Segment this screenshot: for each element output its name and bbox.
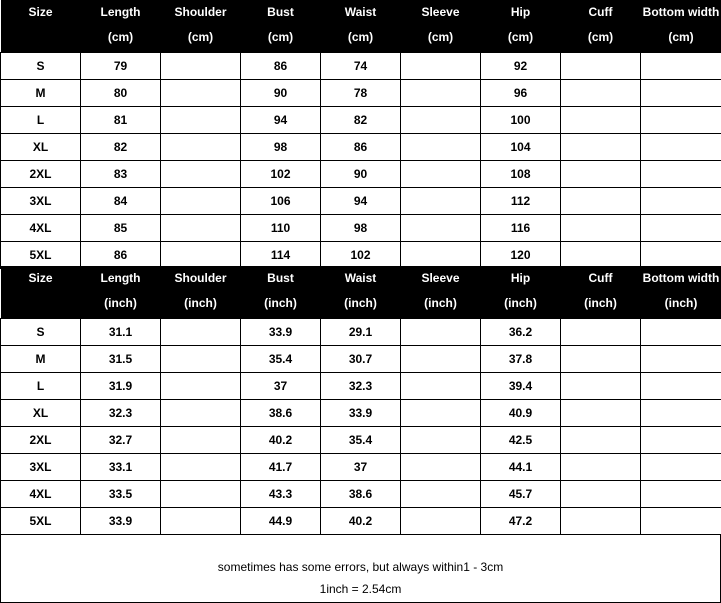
- table-cell: 33.1: [81, 454, 161, 481]
- table-row: [1, 242, 721, 269]
- table-cell: 114: [241, 242, 321, 269]
- table-cell: 30.7: [321, 346, 401, 373]
- column-header-label: Sleeve: [421, 5, 460, 19]
- table-row: [1, 80, 721, 107]
- column-header: [641, 266, 721, 319]
- table-cell: [561, 134, 641, 161]
- table-cell: [401, 242, 481, 269]
- column-header-label: Size: [28, 271, 53, 285]
- column-header: [161, 0, 241, 53]
- table-cell: [161, 481, 241, 508]
- table-cell: [641, 454, 721, 481]
- table-cell: [561, 188, 641, 215]
- table-cell: 120: [481, 242, 561, 269]
- column-header-label: Sleeve: [421, 271, 460, 285]
- column-header-unit: (inch): [104, 296, 137, 310]
- table-cell: 85: [81, 215, 161, 242]
- table-cell: [401, 346, 481, 373]
- column-header-label: Bust: [267, 5, 294, 19]
- column-header: [241, 266, 321, 319]
- table-cell: [561, 242, 641, 269]
- table-cell: 35.4: [241, 346, 321, 373]
- table-cell: 96: [481, 80, 561, 107]
- table-cell: [161, 400, 241, 427]
- table-cell: [561, 319, 641, 346]
- table-row: [1, 454, 721, 481]
- column-header-unit: (cm): [107, 30, 134, 44]
- table-cell: [561, 346, 641, 373]
- table-cell: 90: [241, 80, 321, 107]
- size-cell: L: [1, 107, 81, 134]
- table-cell: 33.9: [241, 319, 321, 346]
- column-header: [481, 266, 561, 319]
- table-cell: 31.9: [81, 373, 161, 400]
- size-cell: L: [1, 373, 81, 400]
- table-cell: [401, 481, 481, 508]
- column-header-label: Bottom width: [642, 5, 720, 19]
- table-cell: [641, 508, 721, 535]
- table-cell: [401, 373, 481, 400]
- column-header-label: Shoulder: [174, 271, 227, 285]
- table-row: [1, 107, 721, 134]
- size-table-cm: [0, 0, 721, 269]
- column-header-label: Length: [100, 5, 141, 19]
- column-header: [561, 266, 641, 319]
- column-header: [641, 0, 721, 53]
- table-cell: [401, 319, 481, 346]
- table-row: [1, 53, 721, 80]
- table-cell: [161, 508, 241, 535]
- table-cell: 108: [481, 161, 561, 188]
- table-cell: 33.5: [81, 481, 161, 508]
- table-row: [1, 215, 721, 242]
- table-cell: [561, 107, 641, 134]
- table-cell: 110: [241, 215, 321, 242]
- size-cell: 3XL: [1, 454, 81, 481]
- table-cell: [641, 80, 721, 107]
- table-cell: [641, 373, 721, 400]
- table-cell: [161, 188, 241, 215]
- table-cell: [161, 346, 241, 373]
- table-cell: 29.1: [321, 319, 401, 346]
- table-cell: 45.7: [481, 481, 561, 508]
- table-cell: 84: [81, 188, 161, 215]
- table-row: [1, 161, 721, 188]
- table-cell: [641, 427, 721, 454]
- column-header-unit: (inch): [424, 296, 457, 310]
- table-cell: [561, 508, 641, 535]
- column-header: [481, 0, 561, 53]
- column-header-label: Size: [28, 5, 53, 19]
- table-cell: [561, 454, 641, 481]
- table-cell: 31.1: [81, 319, 161, 346]
- table-cell: 98: [321, 215, 401, 242]
- column-header-unit: (cm): [267, 30, 294, 44]
- column-header: [81, 0, 161, 53]
- table-cell: 39.4: [481, 373, 561, 400]
- table-cell: [641, 134, 721, 161]
- size-cell: 2XL: [1, 161, 81, 188]
- table-cell: 41.7: [241, 454, 321, 481]
- column-header: [161, 266, 241, 319]
- column-header-label: Hip: [510, 271, 531, 285]
- size-table-inch: [0, 266, 721, 535]
- table-cell: 82: [321, 107, 401, 134]
- column-header-unit: (inch): [664, 296, 698, 310]
- table-cell: [561, 161, 641, 188]
- table-cell: [561, 481, 641, 508]
- table-cell: [401, 161, 481, 188]
- table-cell: [161, 134, 241, 161]
- table-cell: 37: [241, 373, 321, 400]
- column-header-label: Bust: [267, 271, 294, 285]
- table-cell: 78: [321, 80, 401, 107]
- table-cell: [161, 454, 241, 481]
- column-header-unit: (cm): [587, 30, 614, 44]
- table-cell: 98: [241, 134, 321, 161]
- column-header-unit: (cm): [187, 30, 214, 44]
- table-cell: [161, 319, 241, 346]
- table-cell: [161, 427, 241, 454]
- table-cell: 37.8: [481, 346, 561, 373]
- table-cell: [401, 215, 481, 242]
- table-cell: [641, 188, 721, 215]
- table-cell: 82: [81, 134, 161, 161]
- table-cell: [401, 80, 481, 107]
- column-header-unit: (cm): [427, 30, 454, 44]
- note-box: [0, 534, 721, 603]
- size-cell: 4XL: [1, 215, 81, 242]
- table-cell: 40.2: [321, 508, 401, 535]
- table-row: [1, 346, 721, 373]
- table-cell: 86: [241, 53, 321, 80]
- table-cell: [401, 53, 481, 80]
- table-cell: 90: [321, 161, 401, 188]
- table-cell: [161, 107, 241, 134]
- table-cell: 36.2: [481, 319, 561, 346]
- table-cell: 94: [241, 107, 321, 134]
- column-header-unit: (cm): [347, 30, 374, 44]
- table-cell: [641, 161, 721, 188]
- table-cell: [641, 319, 721, 346]
- table-row: [1, 188, 721, 215]
- table-cell: 83: [81, 161, 161, 188]
- table-cell: [401, 107, 481, 134]
- table-cell: 37: [321, 454, 401, 481]
- table-cell: 86: [321, 134, 401, 161]
- table-cell: 92: [481, 53, 561, 80]
- table-cell: [641, 53, 721, 80]
- table-cell: [561, 80, 641, 107]
- table-cell: 33.9: [321, 400, 401, 427]
- table-cell: 44.9: [241, 508, 321, 535]
- column-header: [241, 0, 321, 53]
- size-cell: S: [1, 53, 81, 80]
- size-cell: 2XL: [1, 427, 81, 454]
- table-cell: 80: [81, 80, 161, 107]
- column-header: [1, 0, 81, 53]
- size-cell: 4XL: [1, 481, 81, 508]
- table-cell: [561, 373, 641, 400]
- header-row: [1, 0, 721, 53]
- table-cell: 102: [241, 161, 321, 188]
- column-header: [401, 0, 481, 53]
- table-cell: 79: [81, 53, 161, 80]
- column-header-unit: (inch): [344, 296, 377, 310]
- column-header-label: Hip: [510, 5, 531, 19]
- table-cell: [641, 107, 721, 134]
- table-cell: [161, 242, 241, 269]
- table-cell: 112: [481, 188, 561, 215]
- table-cell: [161, 215, 241, 242]
- table-cell: 32.3: [81, 400, 161, 427]
- column-header-label: Cuff: [588, 271, 613, 285]
- table-cell: 40.9: [481, 400, 561, 427]
- table-cell: [561, 53, 641, 80]
- column-header: [1, 266, 81, 319]
- column-header-unit: (inch): [584, 296, 617, 310]
- table-cell: 31.5: [81, 346, 161, 373]
- table-cell: 42.5: [481, 427, 561, 454]
- table-row: [1, 481, 721, 508]
- table-cell: [401, 134, 481, 161]
- table-cell: [161, 80, 241, 107]
- table-row: [1, 427, 721, 454]
- table-cell: [641, 242, 721, 269]
- table-cell: [401, 188, 481, 215]
- table-cell: 43.3: [241, 481, 321, 508]
- size-cell: S: [1, 319, 81, 346]
- table-cell: [401, 400, 481, 427]
- size-cell: M: [1, 346, 81, 373]
- table-cell: 104: [481, 134, 561, 161]
- column-header: [561, 0, 641, 53]
- size-cell: M: [1, 80, 81, 107]
- table-cell: 44.1: [481, 454, 561, 481]
- table-row: [1, 319, 721, 346]
- table-row: [1, 134, 721, 161]
- column-header-label: Shoulder: [174, 5, 227, 19]
- column-header: [81, 266, 161, 319]
- header-row: [1, 266, 721, 319]
- note-error-text: sometimes has some errors, but always within1 - 3cm: [217, 560, 504, 574]
- table-cell: [561, 215, 641, 242]
- column-header: [321, 266, 401, 319]
- column-header-unit: (cm): [507, 30, 534, 44]
- size-cell: 3XL: [1, 188, 81, 215]
- table-cell: 38.6: [321, 481, 401, 508]
- table-cell: 47.2: [481, 508, 561, 535]
- table-cell: [161, 373, 241, 400]
- table-cell: [641, 215, 721, 242]
- table-cell: 35.4: [321, 427, 401, 454]
- column-header-unit: [1, 291, 81, 316]
- size-cell: XL: [1, 400, 81, 427]
- table-cell: 32.7: [81, 427, 161, 454]
- column-header-unit: (inch): [504, 296, 537, 310]
- column-header-label: Waist: [344, 271, 377, 285]
- column-header: [321, 0, 401, 53]
- table-cell: [161, 161, 241, 188]
- table-cell: 106: [241, 188, 321, 215]
- table-cell: 102: [321, 242, 401, 269]
- column-header-label: Bottom width: [642, 271, 720, 285]
- table-cell: 74: [321, 53, 401, 80]
- table-cell: 100: [481, 107, 561, 134]
- table-cell: [401, 508, 481, 535]
- table-cell: 38.6: [241, 400, 321, 427]
- column-header: [401, 266, 481, 319]
- table-cell: [641, 481, 721, 508]
- table-row: [1, 373, 721, 400]
- column-header-label: Length: [100, 271, 141, 285]
- table-row: [1, 508, 721, 535]
- table-cell: [641, 346, 721, 373]
- table-row: [1, 400, 721, 427]
- table-cell: [161, 53, 241, 80]
- size-cell: 5XL: [1, 242, 81, 269]
- column-header-unit: (inch): [264, 296, 297, 310]
- table-cell: [561, 400, 641, 427]
- table-cell: 40.2: [241, 427, 321, 454]
- table-cell: 116: [481, 215, 561, 242]
- table-cell: 81: [81, 107, 161, 134]
- column-header-label: Cuff: [588, 5, 613, 19]
- table-cell: [401, 454, 481, 481]
- size-cell: XL: [1, 134, 81, 161]
- table-cell: [561, 427, 641, 454]
- table-cell: 94: [321, 188, 401, 215]
- table-cell: 33.9: [81, 508, 161, 535]
- column-header-unit: (cm): [668, 30, 694, 44]
- size-cell: 5XL: [1, 508, 81, 535]
- note-conversion-text: 1inch = 2.54cm: [319, 582, 402, 596]
- table-cell: [641, 400, 721, 427]
- column-header-label: Waist: [344, 5, 377, 19]
- column-header-unit: [1, 25, 81, 50]
- table-cell: [401, 427, 481, 454]
- table-cell: 86: [81, 242, 161, 269]
- table-cell: 32.3: [321, 373, 401, 400]
- column-header-unit: (inch): [184, 296, 217, 310]
